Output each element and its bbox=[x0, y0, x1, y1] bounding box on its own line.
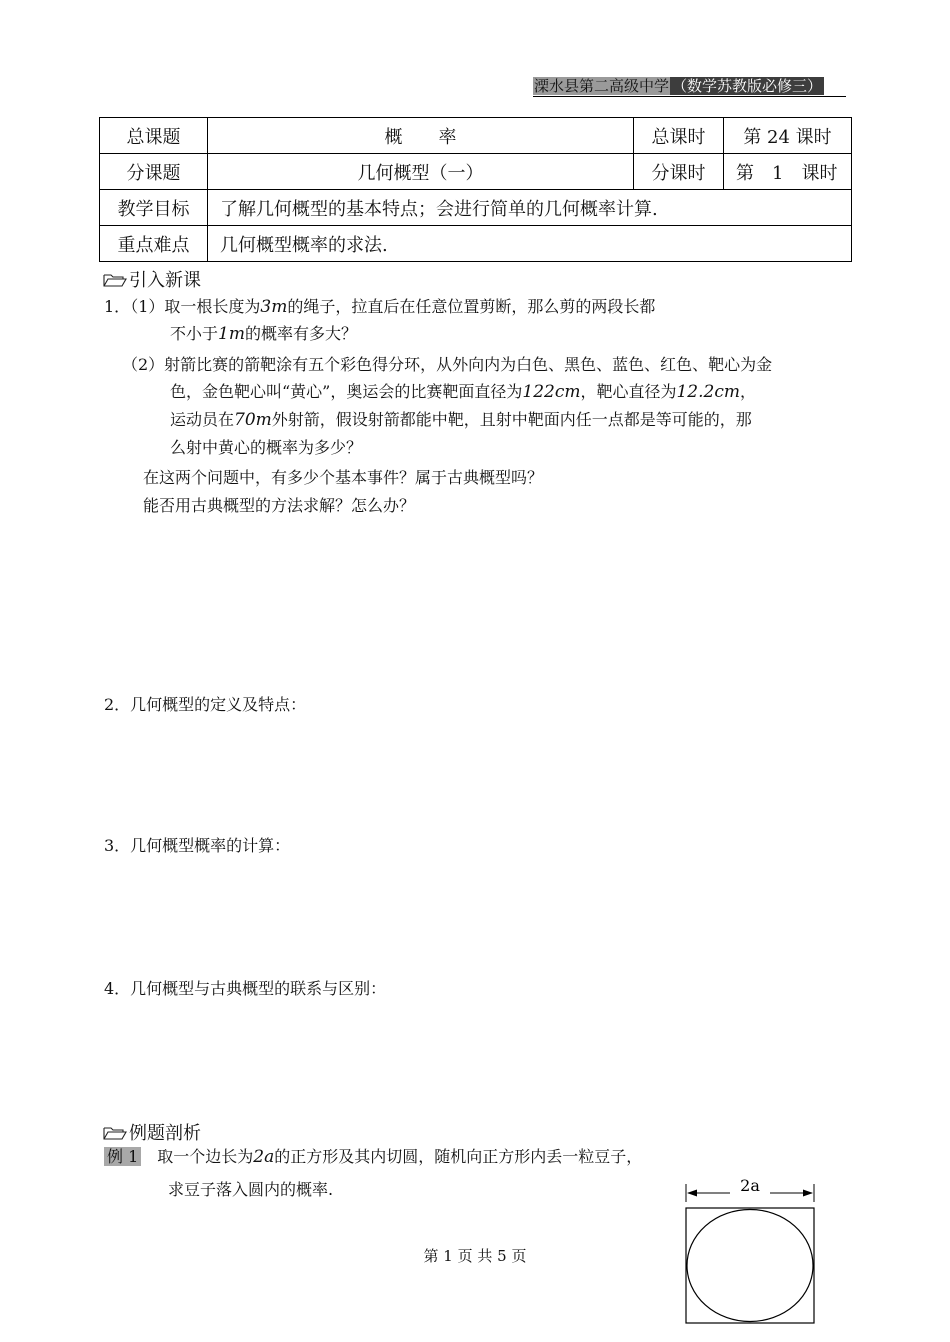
question-4-heading: 4．几何概型与古典概型的联系与区别： bbox=[104, 979, 387, 998]
table-row bbox=[100, 154, 852, 190]
cell-key: 总课时 bbox=[634, 118, 724, 154]
example-1-line-1: 例 1 取一个边长为2a的正方形及其内切圆，随机向正方形内丢一粒豆子， bbox=[104, 1147, 642, 1167]
question-2-line-4: 么射中黄心的概率为多少？ bbox=[170, 438, 363, 457]
folder-icon bbox=[103, 1126, 127, 1140]
page-footer: 第 1 页 共 5 页 bbox=[423, 1247, 527, 1265]
cell-subtopic: 几何概型（一） bbox=[208, 154, 634, 190]
dimension-label: 2a bbox=[740, 1176, 760, 1195]
question-2-line-1: （2）射箭比赛的箭靶涂有五个彩色得分环，从外向内为白色、黑色、蓝色、红色、靶心为金 bbox=[122, 355, 773, 374]
cell-key: 重点难点 bbox=[100, 226, 208, 262]
folder-icon bbox=[103, 273, 127, 287]
example-1-line-2: 求豆子落入圆内的概率. bbox=[168, 1180, 334, 1199]
cell-total-hours: 第 24 课时 bbox=[724, 118, 852, 154]
question-3-heading: 3．几何概型概率的计算： bbox=[104, 836, 291, 855]
cell-topic: 概 率 bbox=[208, 118, 634, 154]
section-title-text: 引入新课 bbox=[129, 270, 201, 291]
section-title-intro bbox=[103, 266, 201, 292]
cell-key: 教学目标 bbox=[100, 190, 208, 226]
cell-sub-hours: 第 1 课时 bbox=[724, 154, 852, 190]
lesson-info-table bbox=[99, 117, 852, 262]
prompt-line-1: 在这两个问题中，有多少个基本事件？属于古典概型吗？ bbox=[143, 468, 544, 487]
table-row bbox=[100, 226, 852, 262]
question-1-line-2: 不小于1m的概率有多大？ bbox=[170, 324, 357, 344]
section-title-text: 例题剖析 bbox=[129, 1123, 201, 1144]
school-name: 溧水县第二高级中学 bbox=[534, 77, 670, 95]
question-2-heading: 2．几何概型的定义及特点： bbox=[104, 695, 307, 714]
question-2-line-2: 色，金色靶心叫“黄心”，奥运会的比赛靶面直径为122cm，靶心直径为12.2cm， bbox=[170, 382, 756, 402]
cell-key-points: 几何概型概率的求法. bbox=[208, 226, 852, 262]
cell-key: 分课时 bbox=[634, 154, 724, 190]
edition-label: （数学苏教版必修三） bbox=[672, 77, 823, 95]
example-label: 例 1 bbox=[104, 1147, 141, 1166]
cell-key: 分课题 bbox=[100, 154, 208, 190]
prompt-line-2: 能否用古典概型的方法求解？怎么办？ bbox=[143, 496, 416, 515]
table-row bbox=[100, 190, 852, 226]
question-1-line-1: 1．（1）取一根长度为3m的绳子，拉直后在任意位置剪断，那么剪的两段长都 bbox=[104, 297, 656, 317]
page-header bbox=[533, 77, 846, 97]
question-2-line-3: 运动员在70m外射箭，假设射箭都能中靶，且射中靶面内任一点都是等可能的，那 bbox=[170, 410, 752, 430]
section-title-examples bbox=[103, 1119, 201, 1145]
cell-objectives: 了解几何概型的基本特点；会进行简单的几何概率计算. bbox=[208, 190, 852, 226]
table-row bbox=[100, 118, 852, 154]
cell-key: 总课题 bbox=[100, 118, 208, 154]
